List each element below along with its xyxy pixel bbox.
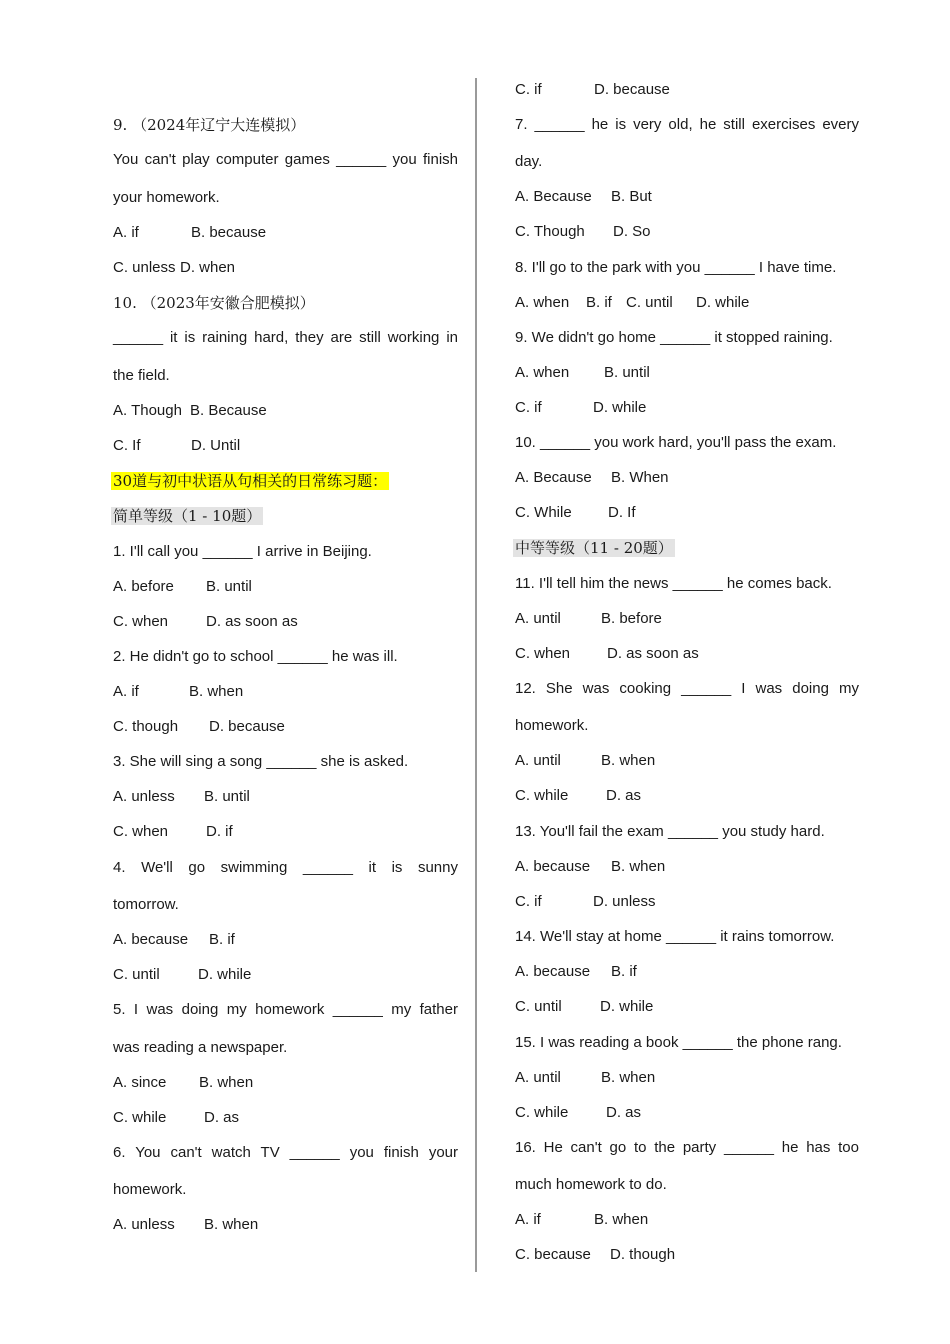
options-row bbox=[113, 717, 285, 737]
option-a: A. Because bbox=[515, 469, 592, 486]
option-b: B. until bbox=[204, 788, 250, 805]
option-a: A. before bbox=[113, 578, 174, 595]
option-c: C. unless bbox=[113, 259, 176, 276]
option-d: D. as bbox=[606, 787, 642, 804]
option-c: C. until bbox=[626, 294, 673, 311]
option-b: B. before bbox=[601, 610, 662, 627]
option-d: D. while bbox=[696, 294, 750, 311]
option-d: D. because bbox=[594, 81, 670, 98]
question-7: 7. ______ he is very old, he still exercises every bbox=[515, 116, 859, 133]
options-row bbox=[515, 80, 670, 100]
options-row bbox=[113, 1108, 239, 1128]
options-row bbox=[515, 222, 651, 242]
option-a: A. when bbox=[515, 364, 570, 381]
option-b: B. when bbox=[601, 1069, 656, 1086]
option-d: D. So bbox=[613, 223, 651, 240]
options-row bbox=[113, 822, 233, 842]
question-13: 13. You'll fail the exam ______ you study hard. bbox=[515, 823, 825, 840]
options-row bbox=[113, 577, 252, 597]
option-b: B. when bbox=[601, 752, 656, 769]
option-a: A. because bbox=[515, 858, 591, 875]
question-12: 12. She was cooking ______ I was doing my bbox=[515, 680, 859, 697]
options-row bbox=[113, 682, 243, 702]
option-c: C. when bbox=[113, 823, 169, 840]
medium-level-heading-text: 中等等级（11 - 20题） bbox=[515, 539, 673, 557]
option-a: A. because bbox=[515, 963, 591, 980]
option-a: A. until bbox=[515, 752, 561, 769]
medium-level-heading bbox=[513, 538, 675, 558]
question-10: 10. ______ you work hard, you'll pass the exam. bbox=[515, 434, 837, 451]
option-d: D. when bbox=[180, 259, 236, 276]
option-b: B. But bbox=[611, 188, 652, 205]
option-d: D. while bbox=[198, 966, 252, 983]
option-a: A. if bbox=[113, 683, 139, 700]
option-c: C. until bbox=[515, 998, 562, 1015]
option-d: D. Until bbox=[191, 437, 241, 454]
option-d: D. as soon as bbox=[206, 613, 298, 630]
option-c: C. while bbox=[515, 787, 569, 804]
option-b: B. if bbox=[611, 963, 637, 980]
options-row bbox=[113, 787, 250, 807]
question-16: 16. He can't go to the party ______ he has too bbox=[515, 1139, 859, 1156]
options-row bbox=[515, 962, 637, 982]
option-d: D. If bbox=[608, 504, 636, 521]
question-text: was reading a newspaper. bbox=[113, 1039, 288, 1056]
question-11: 11. I'll tell him the news ______ he comes back. bbox=[515, 575, 832, 592]
option-d: D. as bbox=[606, 1104, 642, 1121]
option-b: B. when bbox=[199, 1074, 254, 1091]
options-row bbox=[515, 609, 662, 629]
options-row bbox=[515, 293, 749, 313]
section-heading-text: 30道与初中状语从句相关的日常练习题： bbox=[113, 472, 388, 490]
option-b: B. if bbox=[586, 294, 612, 311]
option-b: B. When bbox=[611, 469, 669, 486]
option-a: A. if bbox=[515, 1211, 541, 1228]
question-text: homework. bbox=[113, 1181, 187, 1198]
easy-level-heading-text: 简单等级（1 - 10题） bbox=[113, 507, 262, 525]
option-c: C. if bbox=[515, 81, 542, 98]
option-d: D. because bbox=[209, 718, 285, 735]
options-row bbox=[515, 503, 636, 523]
options-row bbox=[515, 363, 650, 383]
option-d: D. if bbox=[206, 823, 233, 840]
options-row bbox=[113, 436, 240, 456]
question-8: 8. I'll go to the park with you ______ I have time. bbox=[515, 259, 837, 276]
options-row bbox=[515, 751, 655, 771]
easy-level-heading bbox=[111, 506, 263, 526]
option-c: C. if bbox=[515, 893, 542, 910]
option-c: C. when bbox=[515, 645, 571, 662]
question-text: ______ it is raining hard, they are still working in bbox=[113, 329, 458, 346]
option-b: B. until bbox=[604, 364, 650, 381]
question-4: 4. We'll go swimming ______ it is sunny bbox=[113, 859, 458, 876]
option-a: A. since bbox=[113, 1074, 167, 1091]
options-row bbox=[515, 1103, 641, 1123]
option-b: B. when bbox=[204, 1216, 259, 1233]
option-c: C. when bbox=[113, 613, 169, 630]
question-text: tomorrow. bbox=[113, 896, 179, 913]
options-row bbox=[515, 1245, 675, 1265]
options-row bbox=[515, 398, 646, 418]
option-b: B. if bbox=[209, 931, 235, 948]
column-divider bbox=[475, 78, 477, 1272]
options-row bbox=[515, 786, 641, 806]
question-text: much homework to do. bbox=[515, 1176, 667, 1193]
options-row bbox=[515, 187, 652, 207]
option-d: D. as bbox=[204, 1109, 240, 1126]
option-d: D. while bbox=[600, 998, 654, 1015]
option-a: A. if bbox=[113, 224, 139, 241]
option-b: B. because bbox=[191, 224, 267, 241]
option-c: C. while bbox=[515, 1104, 569, 1121]
question-text: homework. bbox=[515, 717, 589, 734]
options-row bbox=[113, 258, 235, 278]
option-a: A. until bbox=[515, 1069, 561, 1086]
options-row bbox=[515, 997, 653, 1017]
option-a: A. Because bbox=[515, 188, 592, 205]
question-6: 6. You can't watch TV ______ you finish your bbox=[113, 1144, 458, 1161]
options-row bbox=[113, 223, 266, 243]
options-row bbox=[113, 965, 251, 985]
question-text: You can't play computer games ______ you finish bbox=[113, 151, 458, 168]
question-2: 2. He didn't go to school ______ he was ill. bbox=[113, 648, 398, 665]
options-row bbox=[515, 857, 665, 877]
options-row bbox=[515, 892, 656, 912]
options-row bbox=[113, 930, 235, 950]
question-1: 1. I'll call you ______ I arrive in Beijing. bbox=[113, 543, 372, 560]
option-b: B. when bbox=[594, 1211, 649, 1228]
option-d: D. though bbox=[610, 1246, 676, 1263]
option-d: D. while bbox=[593, 399, 647, 416]
option-c: C. because bbox=[515, 1246, 591, 1263]
question-9: 9. We didn't go home ______ it stopped raining. bbox=[515, 329, 833, 346]
options-row bbox=[113, 401, 267, 421]
option-a: A. because bbox=[113, 931, 189, 948]
options-row bbox=[515, 1210, 648, 1230]
options-row bbox=[113, 1073, 253, 1093]
option-a: A. unless bbox=[113, 788, 175, 805]
question-5: 5. I was doing my homework ______ my father bbox=[113, 1001, 458, 1018]
option-c: C. While bbox=[515, 504, 572, 521]
section-heading bbox=[111, 471, 389, 491]
option-a: A. unless bbox=[113, 1216, 175, 1233]
option-c: C. though bbox=[113, 718, 179, 735]
option-b: B. when bbox=[189, 683, 244, 700]
question-text: day. bbox=[515, 153, 543, 170]
question-text: the field. bbox=[113, 367, 170, 384]
options-row bbox=[515, 468, 669, 488]
option-c: C. while bbox=[113, 1109, 167, 1126]
option-b: B. until bbox=[206, 578, 252, 595]
option-c: C. If bbox=[113, 437, 141, 454]
option-c: C. if bbox=[515, 399, 542, 416]
option-a: A. until bbox=[515, 610, 561, 627]
question-15: 15. I was reading a book ______ the phone rang. bbox=[515, 1034, 842, 1051]
question-title-9-pre: 9. （2024年辽宁大连模拟） bbox=[113, 116, 306, 134]
options-row bbox=[515, 1068, 655, 1088]
options-row bbox=[515, 644, 699, 664]
option-b: B. Because bbox=[190, 402, 267, 419]
option-a: A. when bbox=[515, 294, 570, 311]
question-title-10-pre: 10. （2023年安徽合肥模拟） bbox=[113, 294, 315, 312]
question-14: 14. We'll stay at home ______ it rains tomorrow. bbox=[515, 928, 835, 945]
option-d: D. as soon as bbox=[607, 645, 699, 662]
option-a: A. Though bbox=[113, 402, 182, 419]
option-b: B. when bbox=[611, 858, 666, 875]
question-text: your homework. bbox=[113, 189, 220, 206]
option-c: C. until bbox=[113, 966, 160, 983]
options-row bbox=[113, 1215, 258, 1235]
question-3: 3. She will sing a song ______ she is asked. bbox=[113, 753, 409, 770]
option-d: D. unless bbox=[593, 893, 656, 910]
options-row bbox=[113, 612, 298, 632]
option-c: C. Though bbox=[515, 223, 585, 240]
